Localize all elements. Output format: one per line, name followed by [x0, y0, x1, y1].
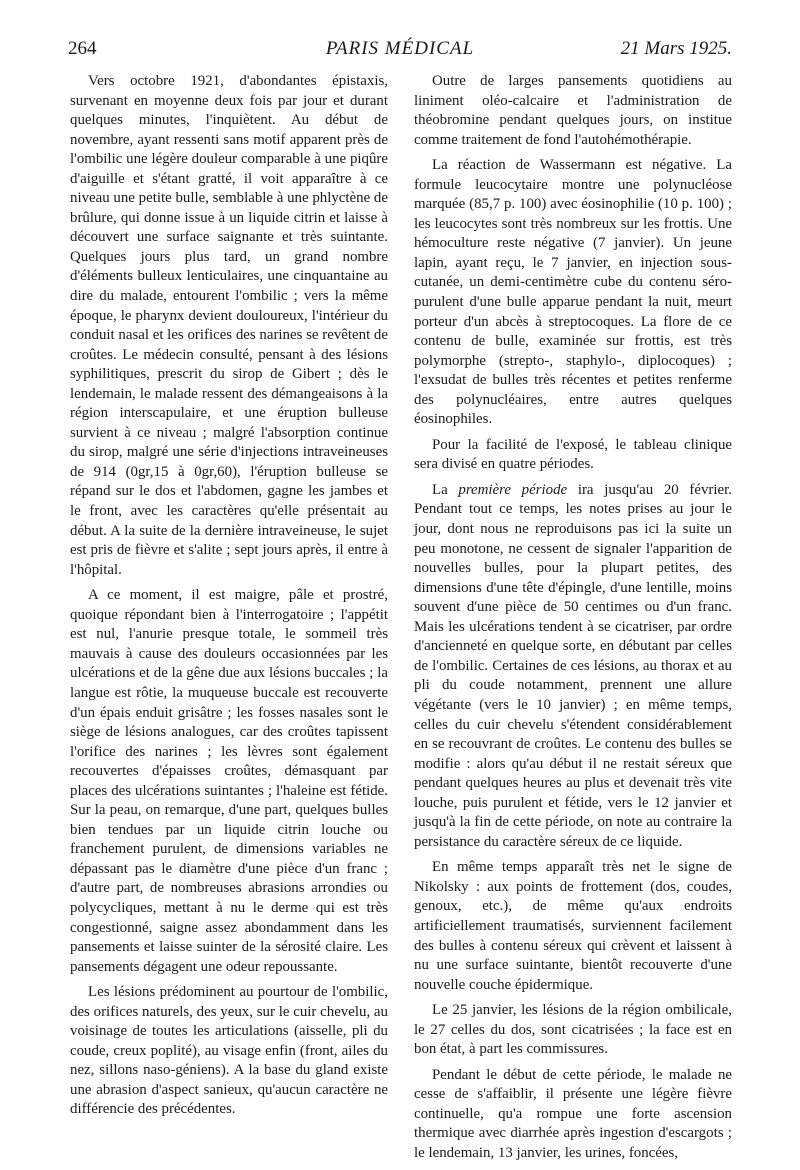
- paragraph-body: ira jusqu'au 20 février. Pendant tout ce temps, les notes prises au jour le jour, dont nous ne reproduisons pas ici la suite un peu monotone, ne cessent de signaler l'apparition de nouvelles bulles, pour la plupart petites, des dimensions d'une tête d'épingle, d'une lentille, moins souvent d'une pièce de 50 centimes ou d'un franc. Mais les ulcérations tendent à se cicatriser, par ordre d'ancienneté en quelque sorte, en débutant par celles de l'ombilic. Certaines de ces lésions, au thorax et au pli du coude notamment, prennent une allure végétante (vers le 10 janvier) ; en même temps, celles du cuir chevelu s'étendent considérablement en se recouvrant de croûtes. Le contenu des bulles se modifie : alors qu'au début il ne restait séreux que pendant quelques heures au plus et devenait très vite louche, puis purulent et fétide, vers le 12 janvier et jusqu'à la fin de cette période, on note au contraire la persistance du caractère séreux de ce liquide.: [414, 481, 732, 850]
- paragraph: Pour la facilité de l'exposé, le tableau clinique sera divisé en quatre périodes.: [414, 436, 732, 473]
- paragraph: Les lésions prédominent au pourtour de l'ombilic, des orifices naturels, des yeux, sur le cuir chevelu, au voisinage de toutes les articulations (aisselle, pli du coude, creux poplité), au visage enfin (front, ailes du nez, sillons naso-géniens). A la base du gland existe une abrasion d'aspect sanieux, qu'aucun caractère ne différencie des précédentes.: [70, 984, 388, 1118]
- paragraph: Outre de larges pansements quotidiens au liniment oléo-calcaire et l'administration de théobromine pendant quelques jours, on institue comme traitement de fond l'autohémothérapie.: [414, 73, 732, 148]
- paragraph: [414, 481, 732, 852]
- paragraph: A ce moment, il est maigre, pâle et prostré, quoique répondant bien à l'interrogatoire ; l'appétit est nul, l'anurie presque totale, le sommeil très mauvais à cause des douleurs occasionnées par les ulcérations et de la gêne due aux lésions buccales ; la langue est rôtie, la muqueuse buccale est recouverte d'un épais enduit grisâtre ; les fosses nasales sont le siège de lésions analogues, car des croûtes tapissent l'orifice des narines ; les lèvres sont également recouvertes d'épaisses croûtes, démasquant par places des ulcérations suintantes ; l'haleine est fétide. Sur la peau, on remarque, d'une part, quelques bulles bien tendues par un liquide citrin louche ou franchement purulent, de dimensions variables ne dépassant pas le diamètre d'une pièce d'un franc ; d'autre part, de nombreuses abrasions arrondies ou polycycliques, mettant à nu le derme qui est très congestionné, saigne assez abondamment dans les pansements et laisse suinter de la sérosité claire. Les pansements dégagent une odeur repoussante.: [70, 587, 388, 975]
- paragraph-lead: La: [432, 481, 459, 498]
- page-header: [68, 38, 732, 62]
- left-column: [70, 72, 388, 1126]
- page-number: 264: [68, 38, 97, 59]
- paragraph: La réaction de Wassermann est négative. La formule leucocytaire montre une polynucléose marquée (85,7 p. 100) avec éosinophilie (10 p. 100) ; les leucocytes sont très nombreux sur les frottis. Une hémoculture reste négative (7 janvier). Un jeune lapin, ayant reçu, le 7 janvier, en injection sous-cutanée, un demi-centimètre cube du contenu séro-purulent d'une bulle apparue pendant la nuit, meurt porteur d'un abcès à streptocoques. La flore de ce contenu de bulle, examinée sur frottis, est très polymorphe (strepto-, staphylo-, diplocoques) ; l'exsudat de bulles très récentes et petites renferme des polynucléaires, entre autres quelques éosinophiles.: [414, 157, 732, 428]
- paragraph: Vers octobre 1921, d'abondantes épistaxis, survenant en moyenne deux fois par jour et durant quelques minutes, l'inquiètent. Au début de novembre, ayant ressenti sans motif apparent près de l'ombilic une légère douleur comparable à une piqûre d'aiguille et s'étant gratté, il voit apparaître à ce niveau une petite bulle, semblable à une phlyctène de brûlure, qui donne issue à un liquide citrin et laisse à découvert une surface saignante et très suintante. Quelques jours plus tard, un grand nombre d'éléments bulleux lenticulaires, une cinquantaine au dire du malade, entourent l'ombilic ; vers la même époque, le pharynx devient douloureux, l'intérieur du conduit nasal et les orifices des narines se revêtent de croûtes. Le médecin consulté, pensant à des lésions syphilitiques, prescrit du sirop de Gibert ; dès le lendemain, le malade ressent des démangeaisons à la région interscapulaire, et une éruption bulleuse survient à ce niveau ; malgré l'absorption continue du sirop, malgré une série d'injections intraveineuses de 914 (0gr,15 à 0gr,60), l'éruption bulleuse se répand sur le dos et l'abdomen, gagne les jambes et le front, avec les caractères qu'elle présentait au début. A la suite de la dernière intraveineuse, le sujet est pris de fièvre et s'alite ; sept jours après, il entre à l'hôpital.: [70, 73, 388, 578]
- emphasis: première période: [458, 481, 568, 498]
- journal-title: PARIS MÉDICAL: [325, 38, 475, 59]
- issue-date: 21 Mars 1925.: [620, 38, 732, 59]
- paragraph: En même temps apparaît très net le signe de Nikolsky : aux points de frottement (dos, coudes, genoux, etc.), de même qu'aux endroits artificiellement traumatisés, surviennent facilement des bulles à contenu séreux qui crèvent et laissent à nu une surface suintante, bientôt recouverte d'une nouvelle couche épidermique.: [414, 859, 732, 993]
- paragraph: Pendant le début de cette période, le malade ne cesse de s'affaiblir, il présente une légère fièvre continuelle, qu'a rompue une forte ascension thermique avec diarrhée après ingestion d'escargots ; le lendemain, 13 janvier, les urines, foncées,: [414, 1066, 732, 1161]
- paragraph: Le 25 janvier, les lésions de la région ombilicale, le 27 celles du dos, sont cicatrisées ; la face est en bon état, à part les commissures.: [414, 1002, 732, 1058]
- right-column: [414, 72, 732, 1170]
